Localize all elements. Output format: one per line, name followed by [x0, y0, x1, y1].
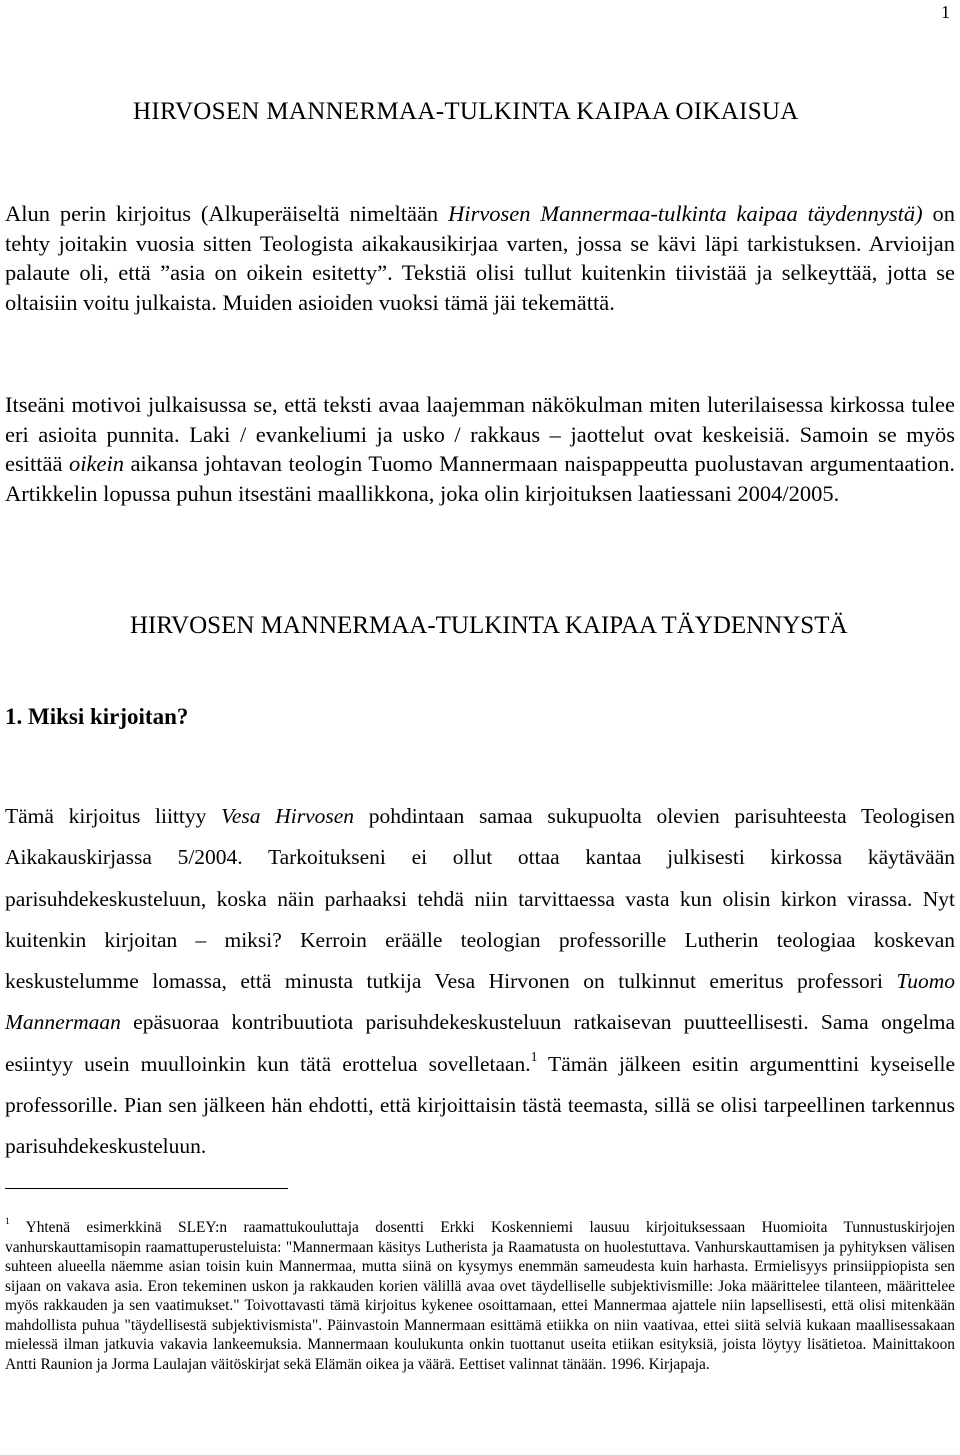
page-title: HIRVOSEN MANNERMAA-TULKINTA KAIPAA OIKAISUA: [133, 98, 799, 125]
footnote: [5, 1218, 955, 1374]
section-heading: 1. Miksi kirjoitan?: [5, 704, 189, 729]
intro-p1-text-b: on tehty joitakin vuosia sitten Teologista aikakausikirjaa varten, jossa se kävi läpi tarkistuksen. Arvioijan palaute oli, että ”asia on oikein esitetty”. Tekstiä olisi tullut kuitenkin tiivistää ja selkeyttää, jotta se oltaisiin voitu julkaista. Muiden asioiden vuoksi tämä jäi tekemättä.: [5, 201, 956, 315]
body-text-a: Tämä kirjoitus liittyy: [5, 804, 222, 828]
footnote-marker: 1: [5, 1216, 10, 1228]
body-text-d: Tämän jälkeen esitin argumenttini kyseiselle professorille. Pian sen jälkeen hän ehdotti, että kirjoittaisin tästä teemasta, sillä se olisi tarpeellinen tarkennus parisuhdekeskusteluun.: [5, 1051, 956, 1159]
oikein-italic: oikein: [69, 451, 124, 476]
original-title-italic: Hirvosen Mannermaa-tulkinta kaipaa täydennystä): [448, 201, 923, 226]
body-text-c: epäsuoraa kontribuutiota parisuhdekeskusteluun ratkaisevan puutteellisesti. Sama ongelma esiintyy usein muulloinkin kun tätä erottelua sovelletaan.: [5, 1010, 955, 1076]
author-name-italic: Vesa Hirvosen: [221, 804, 355, 828]
intro-p2-text-b: aikansa johtavan teologin Tuomo Mannermaan naispappeutta puolustavan argumentaation. Artikkelin lopussa puhun itsestäni maallikkona, joka olin kirjoituksen laatiessani 2004/2005.: [5, 451, 955, 506]
intro-p2-text-a: Itseäni motivoi julkaisussa se, että teksti avaa laajemman näkökulman miten luterilaisessa kirkossa tulee eri asioita punnita. Laki / evankeliumi ja usko / rakkaus – jaottelut ovat keskeisiä. Samoin se myös esittää: [5, 392, 955, 476]
professor-name-italic: Tuomo Mannermaan: [5, 969, 955, 1035]
footnote-divider: [5, 1188, 288, 1189]
page-number: 1: [941, 2, 950, 22]
intro-paragraph-1: [5, 199, 955, 317]
footnote-reference[interactable]: 1: [530, 1048, 538, 1064]
body-paragraph: [5, 796, 955, 1168]
footnote-text: Yhtenä esimerkkinä SLEY:n raamattukouluttaja dosentti Erkki Koskenniemi lausuu kirjoituksessaan Huomioita Tunnustuskirjojen vanhurskauttamisopin raamattuperusteluista: "Mannermaan käsitys Lutherista ja Raamatusta on huolestuttava. Vanhurskauttamisen ja pyhityksen välisen suhteen alueella näemme asian toisin kuin Mannermaa, mutta siinä on kysymys enemmän sameudesta kuin harhasta. Ermielisyys prinsiippiopista sen sijaan on vakava asia. Eron tekeminen uskon ja rakkauden korien välillä avaa ovet täydelliselle subjektivismille: Joka määrittelee tilanteen, määrittelee myös rakkauden ja sen vaatimukset." Toivottavasti tämä kirjoitus kykenee osoittamaan, ettei Mannermaa ajattele niin lapsellisesti, että olisi mitenkään mahdollista puhua "täydellisestä subjektivismista". Päinvastoin Mannermaan esittämä etiikka on niin vaativaa, ettei siitä selviä kukaan maallisessakaan mielessä ilman jatkuvia vakavia lankeemuksia. Mannermaan koulukunta onkin tuottanut useita etiikan esityksiä, joista löytyy lisätietoa. Mainittakoon Antti Raunion ja Jorma Laulajan väitöskirjat sekä Elämän oikea ja väärä. Eettiset valinnat tänään. 1996. Kirjapaja.: [5, 1219, 955, 1373]
section-title: HIRVOSEN MANNERMAA-TULKINTA KAIPAA TÄYDENNYSTÄ: [130, 612, 848, 639]
intro-p1-text-a: Alun perin kirjoitus (Alkuperäiseltä nimeltään: [5, 201, 449, 226]
intro-paragraph-2: [5, 390, 955, 508]
body-text-b: pohdintaan samaa sukupuolta olevien parisuhteesta Teologisen Aikakauskirjassa 5/2004. Tarkoitukseni ei ollut ottaa kantaa julkisesti kirkossa käytävään parisuhdekeskusteluun, koska näin parhaaksi tehdä niin tarvittaessa vasta kun olisin kirkon virassa. Nyt kuitenkin kirjoitan – miksi? Kerroin eräälle teologian professorille Lutherin teologiaa koskevan keskustelumme lomassa, että minusta tutkija Vesa Hirvonen on tulkinnut emeritus professori: [5, 804, 955, 994]
